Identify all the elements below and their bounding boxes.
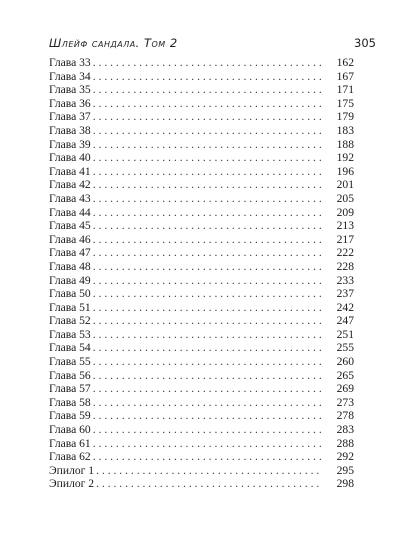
- toc-entry-page: 295: [336, 463, 354, 477]
- dot-leader: [93, 70, 322, 84]
- dot-leader: [93, 151, 322, 165]
- dot-leader: [93, 314, 322, 328]
- toc-entry-page: 183: [336, 123, 354, 137]
- toc-entry: [49, 477, 354, 491]
- toc-entry: [49, 287, 354, 301]
- toc-entry-title: Глава 49: [49, 273, 91, 287]
- toc-entry-page: 237: [336, 287, 354, 301]
- dot-leader: [93, 287, 322, 301]
- toc-entry: [49, 165, 354, 179]
- running-title: Шлейф сандала. Том 2: [49, 36, 178, 50]
- toc-entry-page: 247: [336, 314, 354, 328]
- dot-leader: [93, 124, 322, 138]
- toc-entry: [49, 396, 354, 410]
- toc-entry-page: 171: [336, 83, 354, 97]
- toc-entry: [49, 382, 354, 396]
- toc-entry: [49, 314, 354, 328]
- dot-leader: [93, 246, 322, 260]
- dot-leader: [93, 369, 322, 383]
- toc-entry-title: Глава 39: [49, 137, 91, 151]
- toc-entry: [49, 450, 354, 464]
- toc-entry: [49, 138, 354, 152]
- toc-entry: [49, 409, 354, 423]
- toc-entry-title: Глава 62: [49, 450, 91, 464]
- toc-entry-title: Глава 34: [49, 69, 91, 83]
- dot-leader: [93, 409, 322, 423]
- toc-entry-page: 292: [336, 450, 354, 464]
- dot-leader: [93, 165, 322, 179]
- toc-entry-title: Глава 45: [49, 219, 91, 233]
- dot-leader: [93, 206, 322, 220]
- dot-leader: [93, 301, 322, 315]
- toc-entry: [49, 70, 354, 84]
- toc-entry-page: 228: [336, 259, 354, 273]
- toc-entry: [49, 423, 354, 437]
- toc-entry: [49, 97, 354, 111]
- toc-entry-title: Глава 36: [49, 96, 91, 110]
- toc-entry-page: 192: [336, 151, 354, 165]
- toc-entry-title: Глава 43: [49, 191, 91, 205]
- toc-entry-page: 209: [336, 205, 354, 219]
- toc-entry-page: 179: [336, 110, 354, 124]
- dot-leader: [93, 450, 322, 464]
- toc-entry: [49, 178, 354, 192]
- toc-entry-page: 167: [336, 69, 354, 83]
- toc-entry-title: Глава 54: [49, 341, 91, 355]
- toc-entry-title: Глава 47: [49, 246, 91, 260]
- toc-entry-title: Глава 51: [49, 300, 91, 314]
- toc-entry: [49, 110, 354, 124]
- toc-entry-title: Глава 58: [49, 395, 91, 409]
- dot-leader: [93, 355, 322, 369]
- toc-entry: [49, 369, 354, 383]
- dot-leader: [93, 97, 322, 111]
- toc-entry-title: Глава 42: [49, 178, 91, 192]
- toc-entry-title: Глава 40: [49, 151, 91, 165]
- dot-leader: [93, 219, 322, 233]
- toc-entry-title: Глава 61: [49, 436, 91, 450]
- toc-entry-page: 205: [336, 191, 354, 205]
- toc-entry-page: 260: [336, 355, 354, 369]
- toc-entry-page: 188: [336, 137, 354, 151]
- table-of-contents: [49, 56, 354, 491]
- toc-entry-page: 288: [336, 436, 354, 450]
- toc-entry-page: 265: [336, 368, 354, 382]
- toc-entry: [49, 437, 354, 451]
- toc-entry-title: Глава 59: [49, 409, 91, 423]
- dot-leader: [96, 464, 322, 478]
- dot-leader: [93, 83, 322, 97]
- toc-entry: [49, 464, 354, 478]
- toc-entry: [49, 328, 354, 342]
- toc-entry-page: 196: [336, 164, 354, 178]
- toc-entry-page: 217: [336, 232, 354, 246]
- dot-leader: [93, 328, 322, 342]
- toc-entry-title: Глава 44: [49, 205, 91, 219]
- toc-entry: [49, 83, 354, 97]
- toc-entry-page: 213: [336, 219, 354, 233]
- dot-leader: [93, 178, 322, 192]
- toc-entry-title: Глава 56: [49, 368, 91, 382]
- toc-entry-page: 201: [336, 178, 354, 192]
- dot-leader: [93, 423, 322, 437]
- toc-entry-title: Глава 60: [49, 423, 91, 437]
- toc-entry-title: Эпилог 1: [49, 463, 95, 477]
- toc-entry-page: 162: [336, 56, 354, 69]
- toc-entry-title: Глава 41: [49, 164, 91, 178]
- toc-entry: [49, 274, 354, 288]
- toc-entry-page: 222: [336, 246, 354, 260]
- toc-entry: [49, 151, 354, 165]
- toc-entry-page: 278: [336, 409, 354, 423]
- dot-leader: [93, 382, 322, 396]
- dot-leader: [96, 477, 322, 491]
- toc-entry-page: 273: [336, 395, 354, 409]
- dot-leader: [93, 396, 322, 410]
- toc-entry-page: 251: [336, 327, 354, 341]
- toc-entry: [49, 192, 354, 206]
- toc-entry-page: 242: [336, 300, 354, 314]
- toc-entry-title: Глава 33: [49, 56, 91, 69]
- toc-entry-title: Глава 53: [49, 327, 91, 341]
- toc-entry-title: Глава 48: [49, 259, 91, 273]
- toc-entry: [49, 219, 354, 233]
- dot-leader: [93, 138, 322, 152]
- toc-entry: [49, 355, 354, 369]
- toc-entry-page: 283: [336, 423, 354, 437]
- dot-leader: [93, 192, 322, 206]
- dot-leader: [93, 341, 322, 355]
- page-number: 305: [354, 36, 376, 50]
- toc-entry-title: Глава 38: [49, 123, 91, 137]
- dot-leader: [93, 56, 322, 70]
- toc-entry-title: Глава 57: [49, 382, 91, 396]
- toc-entry-title: Глава 55: [49, 355, 91, 369]
- toc-entry-page: 298: [336, 477, 354, 491]
- dot-leader: [93, 110, 322, 124]
- toc-entry-title: Глава 50: [49, 287, 91, 301]
- toc-entry-page: 269: [336, 382, 354, 396]
- page-header: [49, 36, 376, 54]
- toc-entry-title: Глава 35: [49, 83, 91, 97]
- toc-entry: [49, 56, 354, 70]
- toc-entry-title: Глава 46: [49, 232, 91, 246]
- toc-entry-title: Глава 52: [49, 314, 91, 328]
- dot-leader: [93, 437, 322, 451]
- dot-leader: [93, 233, 322, 247]
- toc-entry: [49, 233, 354, 247]
- dot-leader: [93, 260, 322, 274]
- toc-entry: [49, 206, 354, 220]
- toc-entry: [49, 341, 354, 355]
- dot-leader: [93, 274, 322, 288]
- toc-entry: [49, 301, 354, 315]
- toc-entry-page: 233: [336, 273, 354, 287]
- toc-entry-title: Эпилог 2: [49, 477, 95, 491]
- toc-entry-page: 175: [336, 96, 354, 110]
- toc-entry: [49, 124, 354, 138]
- toc-entry-page: 255: [336, 341, 354, 355]
- toc-entry: [49, 260, 354, 274]
- toc-entry-title: Глава 37: [49, 110, 91, 124]
- toc-entry: [49, 246, 354, 260]
